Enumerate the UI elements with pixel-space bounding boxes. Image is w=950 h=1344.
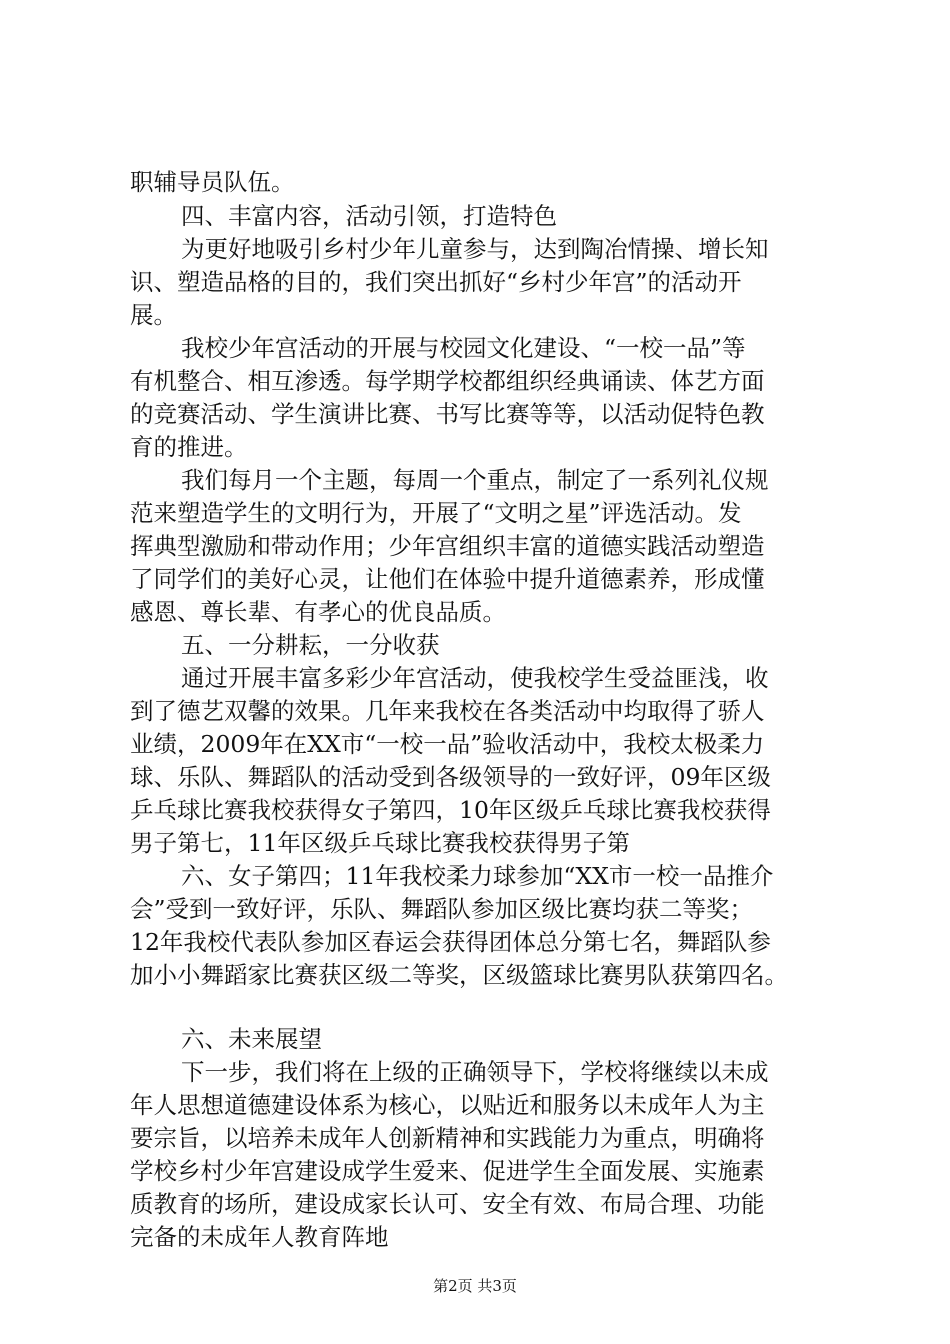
text-line: 下一步，我们将在上级的正确领导下，学校将继续以未成: [181, 1058, 769, 1086]
text-line: 要宗旨，以培养未成年人创新精神和实践能力为重点，明确将: [130, 1124, 765, 1152]
text-line: 男子第七，11年区级乒乓球比赛我校获得男子第: [130, 829, 630, 857]
text-line: 了同学们的美好心灵，让他们在体验中提升道德素养，形成懂: [130, 565, 765, 593]
text-line: 完备的未成年人教育阵地: [130, 1223, 389, 1251]
text-line: 会”受到一致好评，乐队、舞蹈队参加区级比赛均获二等奖；: [130, 895, 754, 923]
text-line: 到了德艺双馨的效果。几年来我校在各类活动中均取得了骄人: [130, 697, 765, 725]
text-line: 球、乐队、舞蹈队的活动受到各级领导的一致好评，09年区级: [130, 763, 771, 791]
text-line: 育的推进。: [130, 433, 248, 461]
text-line: 职辅导员队伍。: [130, 168, 295, 196]
section-heading: 六、未来展望: [181, 1025, 322, 1053]
text-line: 六、女子第四；11年我校柔力球参加“XX市一校一品推介: [181, 862, 774, 890]
text-line: 质教育的场所，建设成家长认可、安全有效、布局合理、功能: [130, 1190, 765, 1218]
text-line: 识、塑造品格的目的，我们突出抓好“乡村少年宫”的活动开: [130, 268, 742, 296]
text-line: 我校少年宫活动的开展与校园文化建设、“一校一品”等: [181, 334, 746, 362]
text-line: 为更好地吸引乡村少年儿童参与，达到陶冶情操、增长知: [181, 235, 769, 263]
text-line: 我们每月一个主题，每周一个重点，制定了一系列礼仪规: [181, 466, 769, 494]
text-line: 范来塑造学生的文明行为，开展了“文明之星”评选活动。发: [130, 499, 742, 527]
text-line: 感恩、尊长辈、有孝心的优良品质。: [130, 598, 506, 626]
text-line: 乒乓球比赛我校获得女子第四，10年区级乒乓球比赛我校获得: [130, 796, 771, 824]
text-line: 加小小舞蹈家比赛获区级二等奖，区级篮球比赛男队获第四名。: [130, 961, 788, 989]
section-heading: 五、一分耕耘，一分收获: [181, 631, 440, 659]
page-footer: 第2页 共3页: [433, 1277, 517, 1295]
text-line: 年人思想道德建设体系为核心，以贴近和服务以未成年人为主: [130, 1091, 765, 1119]
text-line: 业绩，2009年在XX市“一校一品”验收活动中，我校太极柔力: [130, 730, 765, 758]
text-line: 展。: [130, 301, 177, 329]
text-line: 12年我校代表队参加区春运会获得团体总分第七名，舞蹈队参: [130, 928, 771, 956]
text-line: 有机整合、相互渗透。每学期学校都组织经典诵读、体艺方面: [130, 367, 765, 395]
section-heading: 四、丰富内容，活动引领，打造特色: [181, 202, 557, 230]
text-line: 学校乡村少年宫建设成学生爱来、促进学生全面发展、实施素: [130, 1157, 765, 1185]
text-line: 的竞赛活动、学生演讲比赛、书写比赛等等，以活动促特色教: [130, 400, 765, 428]
text-line: 通过开展丰富多彩少年宫活动，使我校学生受益匪浅，收: [181, 664, 769, 692]
text-line: 挥典型激励和带动作用；少年宫组织丰富的道德实践活动塑造: [130, 532, 765, 560]
